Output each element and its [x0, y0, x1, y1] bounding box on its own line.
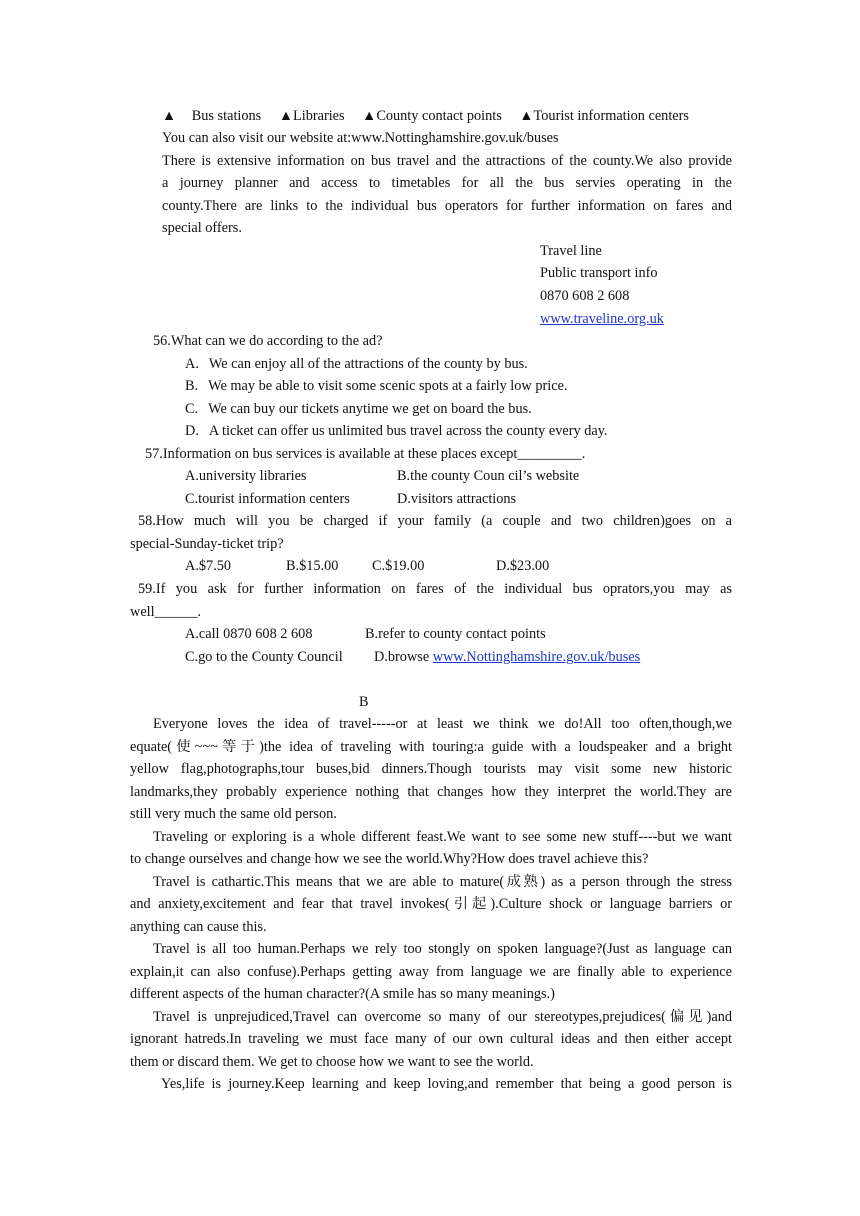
- travel-line-subtitle: Public transport info: [540, 265, 658, 281]
- p3-line-3: anything can cause this.: [130, 919, 267, 935]
- q58-option-b: B.$15.00: [286, 558, 339, 574]
- q57-option-b: B.the county Coun cil’s website: [397, 468, 580, 484]
- travel-line-name: Travel line: [540, 243, 602, 259]
- q59-option-d: D.browse www.Nottinghamshire.gov.uk/buses: [374, 649, 641, 665]
- p5-line-2: ignorant hatreds.In traveling we must face many of our own cultural ideas and then either accept: [130, 1031, 732, 1047]
- p1-line-4: landmarks,they probably experience nothing that changes how they interpret the world.They are: [130, 784, 732, 800]
- travel-line-url-row: [540, 308, 664, 331]
- p1-line-5: still very much the same old person.: [130, 806, 337, 822]
- q57-option-a: A.university libraries: [185, 468, 307, 484]
- p1-line-2: equate(使~~~等于)the idea of traveling with touring:a guide with a loudspeaker and a bright: [130, 739, 732, 755]
- triangle-icon: ▲: [519, 108, 534, 124]
- q59-stem-line-2: well______.: [130, 604, 202, 620]
- p4-line-3: different aspects of the human character?(A smile has so many meanings.): [130, 986, 555, 1002]
- p2-line-1: Traveling or exploring is a whole different feast.We want to see some new stuff----but we want: [153, 829, 732, 845]
- triangle-icon: ▲: [362, 108, 377, 124]
- q58-stem-line-1: 58.How much will you be charged if your family (a couple and two children)goes on a: [138, 513, 732, 529]
- q58-option-a: A.$7.50: [185, 558, 232, 574]
- traveline-link[interactable]: www.traveline.org.uk: [540, 311, 664, 327]
- p3-line-2: and anxiety,excitement and fear that travel invokes(引起).Culture shock or language barriers or: [130, 896, 732, 912]
- q56-option-a: A. We can enjoy all of the attractions of the county by bus.: [185, 356, 528, 372]
- answer-blank: ______: [154, 604, 198, 620]
- location-county-contact: County contact points: [376, 108, 502, 124]
- answer-blank: _________: [517, 446, 582, 462]
- q59-option-b: B.refer to county contact points: [365, 626, 546, 642]
- nottinghamshire-link[interactable]: www.Nottinghamshire.gov.uk/buses: [432, 649, 641, 665]
- triangle-icon: ▲: [162, 108, 177, 124]
- info-line-3: county.There are links to the individual bus operators for further information on fares and: [162, 198, 732, 214]
- location-tourist-info: Tourist information centers: [533, 108, 689, 124]
- location-list: [162, 105, 689, 128]
- location-libraries: Libraries: [292, 108, 345, 124]
- q57-option-d: D.visitors attractions: [397, 491, 517, 507]
- p3-line-1: Travel is cathartic.This means that we are able to mature(成熟) as a person through the stress: [153, 874, 732, 890]
- travel-line-phone: 0870 608 2 608: [540, 288, 630, 304]
- q59-option-a: A.call 0870 608 2 608: [185, 626, 313, 642]
- website-line: You can also visit our website at:www.Nottinghamshire.gov.uk/buses: [162, 130, 559, 146]
- q58-stem-line-2: special-Sunday-ticket trip?: [130, 536, 284, 552]
- info-line-1: There is extensive information on bus travel and the attractions of the county.We also provide: [162, 153, 732, 169]
- q58-option-d: D.$23.00: [496, 558, 550, 574]
- p1-line-1: Everyone loves the idea of travel-----or at least we think we do!All too often,though,we: [153, 716, 732, 732]
- p1-line-3: yellow flag,photographs,tour buses,bid dinners.Though tourists may visit some new historic: [130, 761, 732, 777]
- triangle-icon: ▲: [278, 108, 293, 124]
- q56-option-d: D. A ticket can offer us unlimited bus travel across the county every day.: [185, 423, 608, 439]
- p5-line-1: Travel is unprejudiced,Travel can overcome so many of our stereotypes,prejudices(偏见)and: [153, 1009, 732, 1025]
- q58-option-c: C.$19.00: [372, 558, 425, 574]
- p5-line-3: them or discard them. We get to choose how we want to see the world.: [130, 1054, 534, 1070]
- q56-stem: 56.What can we do according to the ad?: [153, 333, 383, 349]
- q59-stem-line-1: 59.If you ask for further information on fares of the individual bus oprators,you may as: [138, 581, 732, 597]
- q57-option-c: C.tourist information centers: [185, 491, 350, 507]
- q56-option-c: C. We can buy our tickets anytime we get on board the bus.: [185, 401, 532, 417]
- location-bus-stations: Bus stations: [191, 108, 262, 124]
- q59-option-c: C.go to the County Council: [185, 649, 343, 665]
- p6-line-1: Yes,life is journey.Keep learning and keep loving,and remember that being a good person is: [161, 1076, 732, 1092]
- q57-stem: 57.Information on bus services is available at these places except_________.: [145, 446, 586, 462]
- q56-option-b: B. We may be able to visit some scenic spots at a fairly low price.: [185, 378, 568, 394]
- section-heading-b: B: [359, 694, 369, 710]
- p2-line-2: to change ourselves and change how we see the world.Why?How does travel achieve this?: [130, 851, 649, 867]
- p4-line-2: explain,it can also confuse).Perhaps getting away from language we are finally able to experience: [130, 964, 732, 980]
- p4-line-1: Travel is all too human.Perhaps we rely too stongly on spoken language?(Just as language can: [153, 941, 732, 957]
- info-line-2: a journey planner and access to timetables for all the bus servies operating in the: [162, 175, 732, 191]
- info-line-4: special offers.: [162, 220, 242, 236]
